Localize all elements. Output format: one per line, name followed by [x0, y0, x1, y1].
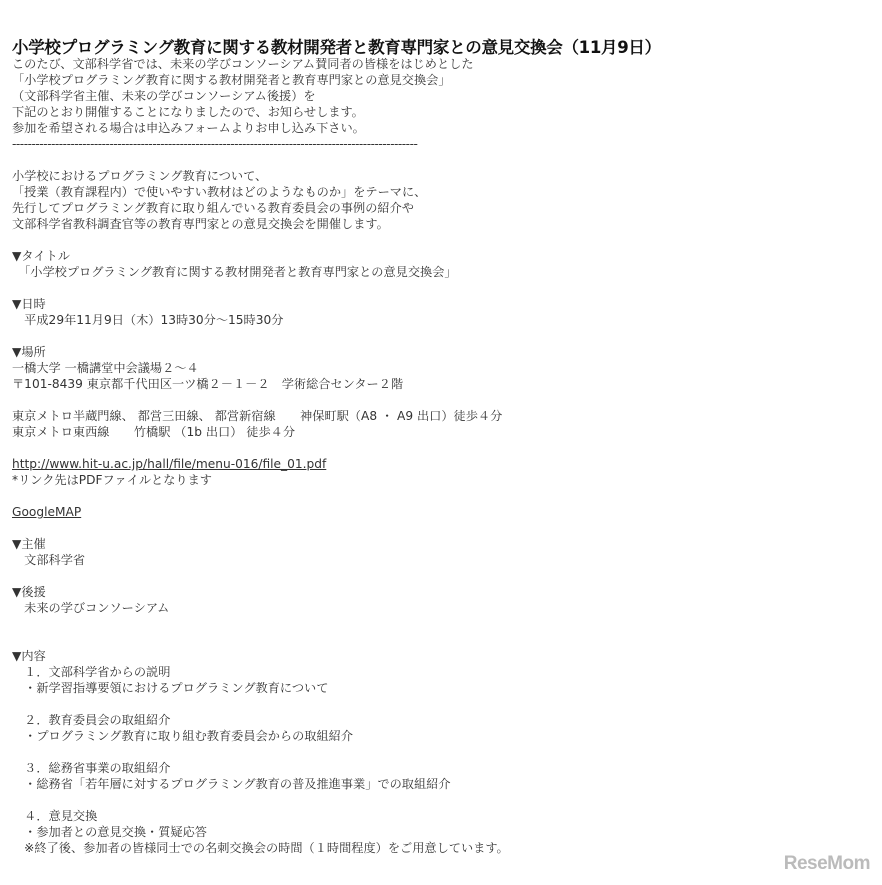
link-line [12, 504, 509, 520]
blank-line [12, 440, 509, 456]
text-line: 「小学校プログラミング教育に関する教材開発者と教育専門家との意見交換会」 [12, 265, 457, 279]
text-line: 下記のとおり開催することになりましたので、お知らせします。 [12, 105, 364, 119]
text-line: 未来の学びコンソーシアム [12, 601, 170, 615]
blank-line [12, 392, 509, 408]
text-line: ４．意見交換 [12, 809, 98, 823]
text-line: 東京メトロ半蔵門線、 都営三田線、 都営新宿線 神保町駅（A8 ・ A9 出口）徒歩４分 [12, 409, 503, 423]
resemom-logo: ReseMom [783, 853, 870, 874]
text-line: ２．教育委員会の取組紹介 [12, 713, 171, 727]
text-line: 参加を希望される場合は申込みフォームよりお申し込み下さい。 [12, 121, 365, 135]
separator-line: -------------------------------------------------------------------------------------------------------- [12, 137, 418, 151]
text-line: 平成29年11月9日（木）13時30分～15時30分 [12, 313, 284, 327]
text-line: ▼場所 [12, 345, 46, 359]
text-line: ▼後援 [12, 585, 46, 599]
link-line [12, 456, 509, 472]
text-line: 一橋大学 一橋講堂中会議場２～４ [12, 361, 199, 375]
blank-line [12, 616, 509, 632]
blank-line [12, 232, 509, 248]
text-line: 「小学校プログラミング教育に関する教材開発者と教育専門家との意見交換会」 [12, 73, 451, 87]
text-line: 東京メトロ東西線 竹橋駅 （1b 出口） 徒歩４分 [12, 425, 296, 439]
text-line: 〒101-8439 東京都千代田区一ツ橋２－１－２ 学術総合センター２階 [12, 377, 404, 391]
article-body [12, 56, 509, 856]
googlemap-link[interactable]: GoogleMAP [12, 505, 82, 519]
blank-line [12, 328, 509, 344]
page-title: 小学校プログラミング教育に関する教材開発者と教育専門家との意見交換会（11月9日） [12, 38, 661, 57]
text-line: ３．総務省事業の取組紹介 [12, 761, 171, 775]
blank-line [12, 744, 509, 760]
text-line: ・総務省「若年層に対するプログラミング教育の普及推進事業」での取組紹介 [12, 777, 451, 791]
blank-line [12, 696, 509, 712]
text-line: ▼主催 [12, 537, 46, 551]
text-line: 「授業（教育課程内）で使いやすい教材はどのようなものか」をテーマに、 [12, 185, 427, 199]
text-line: ▼内容 [12, 649, 46, 663]
blank-line [12, 792, 509, 808]
text-line: 文部科学省教科調査官等の教育専門家との意見交換会を開催します。 [12, 217, 389, 231]
text-line: ※終了後、参加者の皆様同士での名刺交換会の時間（１時間程度）をご用意しています。 [12, 841, 509, 855]
text-line: ・新学習指導要領におけるプログラミング教育について [12, 681, 329, 695]
blank-line [12, 568, 509, 584]
blank-line [12, 632, 509, 648]
text-line: このたび、文部科学省では、未来の学びコンソーシアム賛同者の皆様をはじめとした [12, 57, 474, 71]
text-line: ▼日時 [12, 297, 46, 311]
blank-line [12, 280, 509, 296]
pdf-link[interactable]: http://www.hit-u.ac.jp/hall/file/menu-016/file_01.pdf [12, 457, 327, 471]
text-line: １．文部科学省からの説明 [12, 665, 171, 679]
text-line: （文部科学省主催、未来の学びコンソーシアム後援）を [12, 89, 316, 103]
text-line: 文部科学省 [12, 553, 86, 567]
text-line: 先行してプログラミング教育に取り組んでいる教育委員会の事例の紹介や [12, 201, 414, 215]
blank-line [12, 488, 509, 504]
text-line: *リンク先はPDFファイルとなります [12, 473, 212, 487]
text-line: ▼タイトル [12, 249, 70, 263]
text-line: 小学校におけるプログラミング教育について、 [12, 169, 268, 183]
text-line: ・参加者との意見交換・質疑応答 [12, 825, 207, 839]
blank-line [12, 520, 509, 536]
text-line: ・プログラミング教育に取り組む教育委員会からの取組紹介 [12, 729, 354, 743]
blank-line [12, 152, 509, 168]
